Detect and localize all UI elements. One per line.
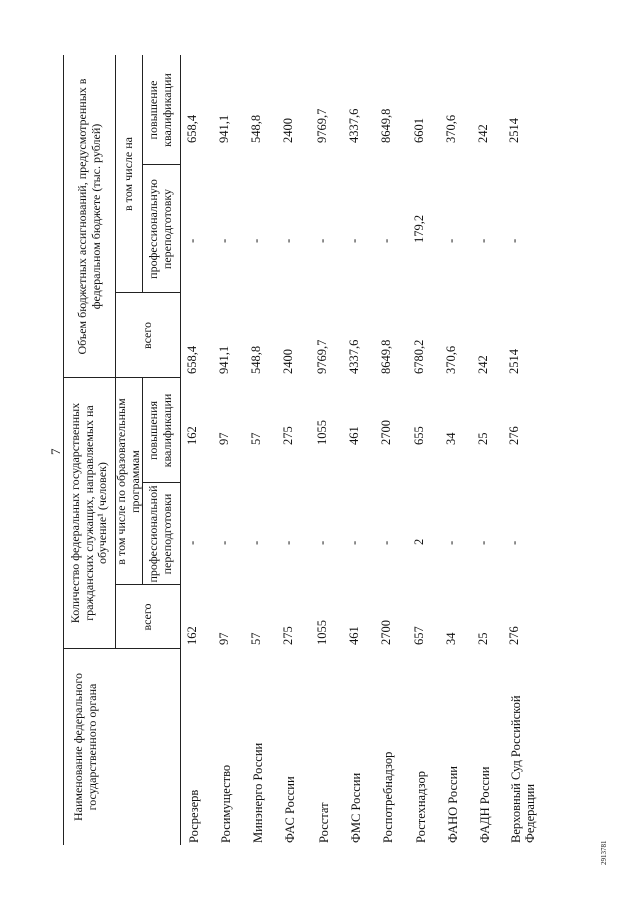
count-qualification-cell: 34 <box>444 432 458 445</box>
count-qualification-cell: 25 <box>476 432 490 445</box>
budget-qualification-cell: 370,6 <box>444 114 458 143</box>
header-budget-including: в том числе на <box>120 137 135 211</box>
budget-qualification-cell: 8649,8 <box>379 108 393 143</box>
count-retraining-cell: - <box>249 540 263 545</box>
count-total-cell: 1055 <box>315 620 329 645</box>
budget-retraining-cell: - <box>507 238 521 243</box>
budget-total-cell: 6780,2 <box>412 339 426 374</box>
count-qualification-cell: 57 <box>249 432 263 445</box>
budget-total-cell: 658,4 <box>185 345 199 374</box>
org-name-cell: ФМС России <box>349 772 363 843</box>
count-total-cell: 162 <box>185 626 199 645</box>
header-count-retraining: профессиональной переподготовки <box>146 485 174 583</box>
org-name-cell: Минэнерго России <box>251 742 265 843</box>
budget-qualification-cell: 941,1 <box>217 114 231 143</box>
budget-total-cell: 9769,7 <box>315 339 329 374</box>
budget-retraining-cell: - <box>249 238 263 243</box>
count-total-cell: 2700 <box>379 620 393 645</box>
header-bottom-rule <box>180 55 181 845</box>
count-retraining-cell: - <box>217 540 231 545</box>
header-count-total: всего <box>139 603 154 631</box>
budget-retraining-cell: - <box>444 238 458 243</box>
org-name-cell: Ростехнадзор <box>414 771 428 843</box>
header-count-group: Количество федеральных государственных гражданских служащих, направляемых на обучение¹ (человек) <box>67 402 110 624</box>
budget-retraining-cell: - <box>185 238 199 243</box>
org-name-cell: Верховный Суд Российской Федерации <box>509 695 538 843</box>
budget-qualification-cell: 4337,6 <box>347 108 361 143</box>
budget-total-cell: 548,8 <box>249 345 263 374</box>
count-retraining-cell: - <box>315 540 329 545</box>
count-total-cell: 657 <box>412 626 426 645</box>
count-retraining-cell: - <box>476 540 490 545</box>
budget-retraining-cell: 179,2 <box>412 214 426 243</box>
header-count-including: в том числе по образовательным программам <box>113 398 142 565</box>
count-total-cell: 97 <box>217 632 231 645</box>
count-total-cell: 276 <box>507 626 521 645</box>
count-retraining-cell: - <box>281 540 295 545</box>
budget-qualification-cell: 548,8 <box>249 114 263 143</box>
count-qualification-cell: 275 <box>281 426 295 445</box>
org-name-cell: Роспотребнадзор <box>381 751 395 843</box>
budget-retraining-cell: - <box>347 238 361 243</box>
org-name-cell: Росрезерв <box>187 789 201 843</box>
budget-qualification-cell: 658,4 <box>185 114 199 143</box>
header-budget-group: Объем бюджетных ассигнований, предусмотренных в федеральном бюджете (тыс. рублей) <box>74 78 103 355</box>
count-retraining-cell: 2 <box>412 538 426 545</box>
count-retraining-cell: - <box>444 540 458 545</box>
header-budget-retraining: профессиональную переподготовку <box>146 179 174 279</box>
budget-total-cell: 2514 <box>507 349 521 374</box>
count-qualification-cell: 276 <box>507 426 521 445</box>
header-count-qualification: повышения квалификации <box>146 393 174 468</box>
budget-qualification-cell: 9769,7 <box>315 108 329 143</box>
budget-total-cell: 242 <box>476 355 490 374</box>
org-name-cell: Росстат <box>317 802 331 843</box>
budget-retraining-cell: - <box>379 238 393 243</box>
header-org: Наименование федерального государственного органа <box>71 672 99 822</box>
budget-retraining-cell: - <box>315 238 329 243</box>
org-name-cell: Росимущество <box>219 764 233 843</box>
budget-retraining-cell: - <box>281 238 295 243</box>
org-name-cell: ФАНО России <box>446 766 460 843</box>
count-total-cell: 34 <box>444 632 458 645</box>
count-qualification-cell: 162 <box>185 426 199 445</box>
count-qualification-cell: 97 <box>217 432 231 445</box>
budget-qualification-cell: 6601 <box>412 118 426 143</box>
page-number: 7 <box>48 448 63 455</box>
count-qualification-cell: 2700 <box>379 420 393 445</box>
budget-retraining-cell: - <box>476 238 490 243</box>
header-budget-total: всего <box>139 321 154 350</box>
count-retraining-cell: - <box>507 540 521 545</box>
budget-total-cell: 941,1 <box>217 345 231 374</box>
count-qualification-cell: 655 <box>412 426 426 445</box>
count-total-cell: 275 <box>281 626 295 645</box>
budget-total-cell: 8649,8 <box>379 339 393 374</box>
doc-code: 2913781 <box>600 840 608 865</box>
org-name-cell: ФАС России <box>283 776 297 843</box>
budget-qualification-cell: 2514 <box>507 118 521 143</box>
budget-qualification-cell: 242 <box>476 124 490 143</box>
count-total-cell: 461 <box>347 626 361 645</box>
budget-total-cell: 4337,6 <box>347 339 361 374</box>
budget-qualification-cell: 2400 <box>281 118 295 143</box>
count-total-cell: 57 <box>249 632 263 645</box>
count-qualification-cell: 461 <box>347 426 361 445</box>
header-budget-qualification: повышение квалификации <box>146 73 174 147</box>
count-total-cell: 25 <box>476 632 490 645</box>
budget-total-cell: 2400 <box>281 349 295 374</box>
org-name-cell: ФАДН России <box>478 766 492 843</box>
budget-retraining-cell: - <box>217 238 231 243</box>
count-retraining-cell: - <box>379 540 393 545</box>
budget-total-cell: 370,6 <box>444 345 458 374</box>
count-retraining-cell: - <box>347 540 361 545</box>
count-qualification-cell: 1055 <box>315 420 329 445</box>
count-retraining-cell: - <box>185 540 199 545</box>
